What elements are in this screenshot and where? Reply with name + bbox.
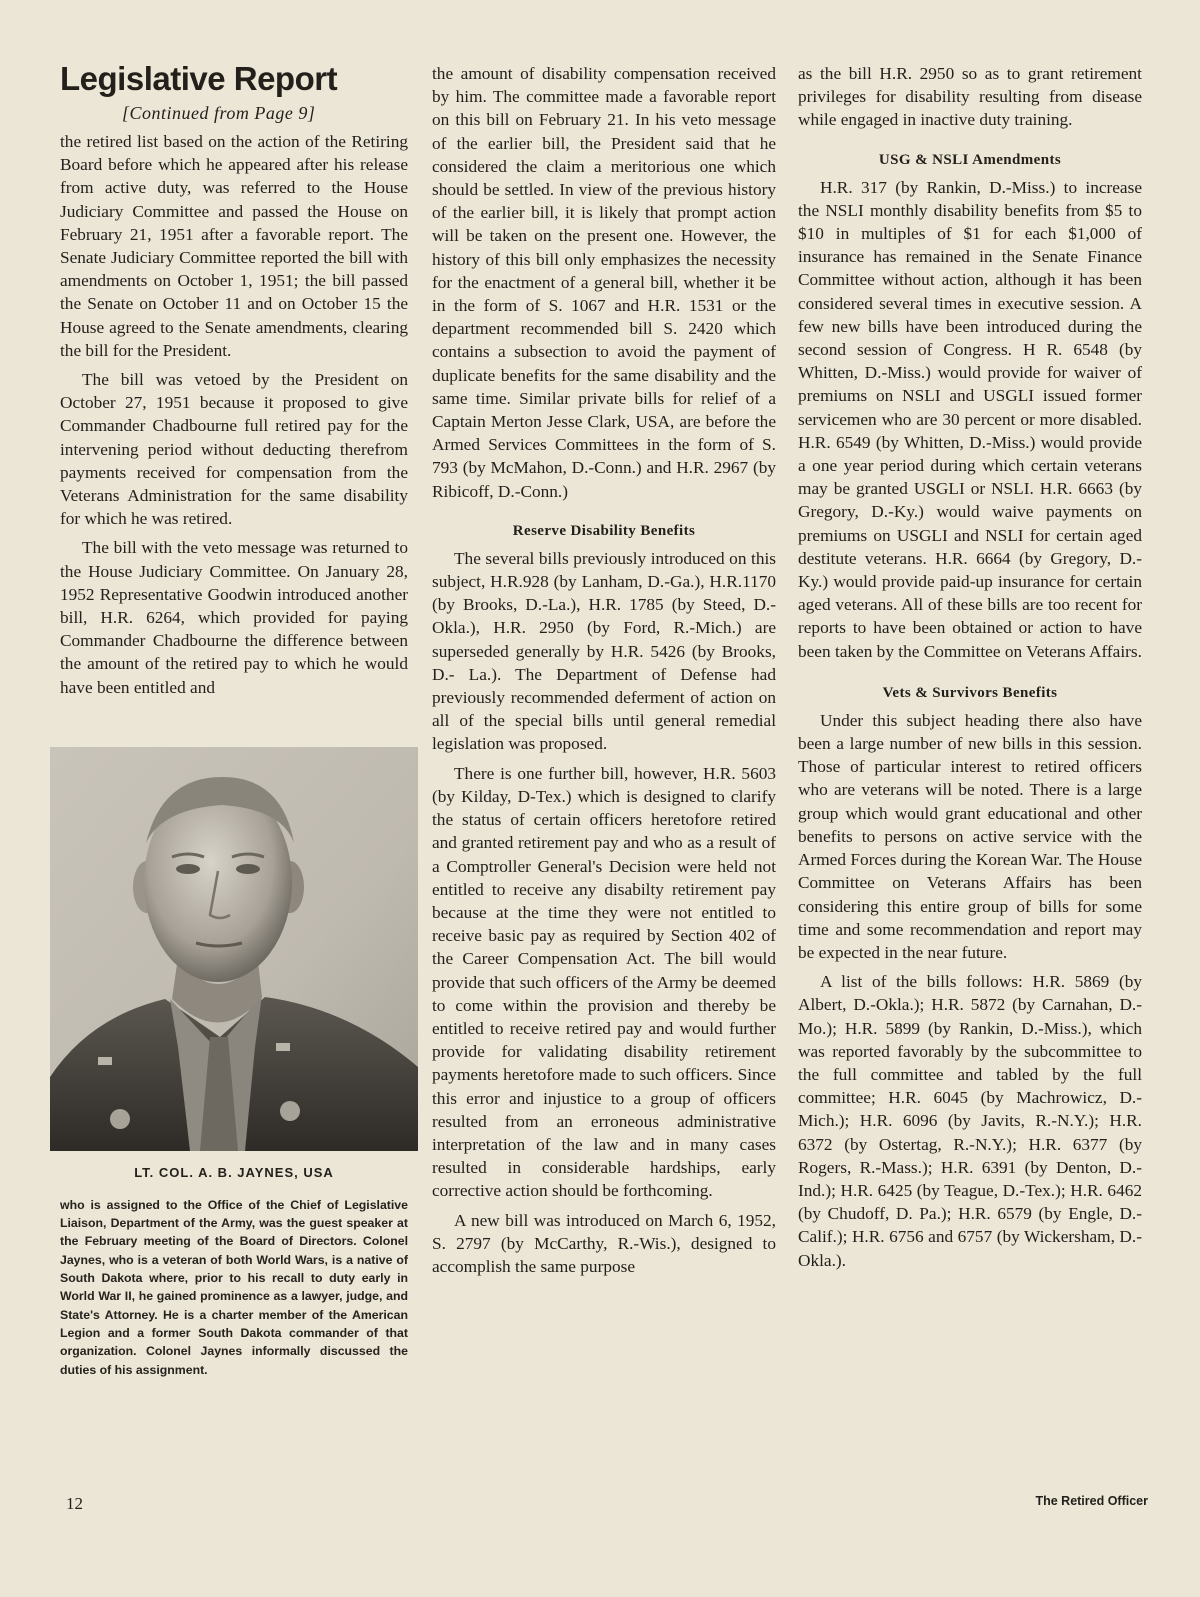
left-paragraph: The bill with the veto message was returned to the House Judiciary Committee. On January 28, 1952 Representative Goodwin introduced another bill, H.R. 6264, which provided for paying Commander Chadbourne the difference between the amount of the retired pay to which he would have been entitled and [60, 538, 408, 697]
middle-paragraph: A new bill was introduced on March 6, 1952, S. 2797 (by McCarthy, R.-Wis.), designed to accomplish the same purpose [432, 1210, 776, 1276]
page-number: 12 [66, 1494, 83, 1513]
portrait-illustration [50, 747, 418, 1151]
middle-paragraph: the amount of disability compensation received by him. The committee made a favorable report on this bill on February 21. In his veto message of the earlier bill, the President said that he considered the claim a meritorious one which should be settled. In view of the previous history of the earlier bill, it is likely that prompt action will be taken on the present one. However, the history of this bill only emphasizes the necessity for the enactment of a general bill, whether it be in the form of S. 1067 and H.R. 1531 or the department recommended bill S. 2420 which contains a subsection to avoid the payment of duplicate benefits for the same disability and the same time. Similar private bills for relief of a Captain Merton Jesse Clark, USA, are before the Armed Services Committees in the form of S. 793 (by McMahon, D.-Conn.) and H.R. 2967 (by Ribicoff, D.-Conn.) [432, 64, 776, 501]
photo-caption-name: LT. COL. A. B. JAYNES, USA [134, 1164, 334, 1180]
left-paragraph: The bill was vetoed by the President on October 27, 1951 because it proposed to give Commander Chadbourne full retired pay for the intervening period without deducting therefrom payments received for compensation from the Veterans Administration for the same disability for which he was retired. [60, 370, 408, 529]
portrait-photo [50, 747, 418, 1151]
publication-title: The Retired Officer [1035, 1494, 1148, 1508]
right-paragraph: Under this subject heading there also have been a large number of new bills in this session. Those of particular interest to retired officers who are veterans will be noted. There is a large group which would grant educational and other benefits to persons on active service with the Armed Forces during the Korean War. The House Committee on Veterans Affairs has been considering this entire group of bills for some time and some recommendation and report may be expected in the near future. [798, 710, 1142, 962]
middle-paragraph: There is one further bill, however, H.R. 5603 (by Kilday, D-Tex.) which is designed to clarify the status of certain officers heretofore retired and granted retirement pay and who as a result of a Comptroller General's Decision were held not entitled to receive any disabilty retirement pay because at the time they were not entitled to receive basic pay as required by Section 402 of the Career Compensation Act. The bill would provide that such officers of the Army be deemed to come within the provision and thereby be entitled to receive retired pay and would further provide for validating disability retirement payments heretofore made to such officers. Since this error and injustice to a group of officers resulted from an erroneous administrative interpretation of the law and in many cases resulted in considerable hardships, early corrective action should be forthcoming. [432, 763, 776, 1201]
photo-caption-body: who is assigned to the Office of the Chief of Legislative Liaison, Department of the Army, was the guest speaker at the February meeting of the Board of Directors. Colonel Jaynes, who is a veteran of both World Wars, is a native of South Dakota where, prior to his recall to duty early in World War II, he gained prominence as a lawyer, judge, and State's Attorney. He is a charter member of the American Legion and a former South Dakota commander of that organization. Colonel Jaynes informally discussed the duties of his assignment. [60, 1197, 408, 1377]
section-heading-reserve-disability: Reserve Disability Benefits [512, 522, 696, 539]
right-column [798, 62, 1142, 1272]
section-heading-vets-survivors: Vets & Survivors Benefits [882, 684, 1058, 701]
left-paragraph: the retired list based on the action of the Retiring Board before which he appeared after his release from active duty, was referred to the House Judiciary Committee and passed the House on February 21, 1951 after a favorable report. The Senate Judiciary Committee reported the bill with amendments on October 1, 1951; the bill passed the Senate on October 11 and on October 15 the House agreed to the Senate amendments, clearing the bill for the President. [60, 132, 408, 360]
right-paragraph: as the bill H.R. 2950 so as to grant retirement privileges for disability resulting from disease while engaged in inactive duty training. [798, 64, 1142, 130]
left-column [60, 56, 408, 1379]
middle-paragraph: The several bills previously introduced on this subject, H.R.928 (by Lanham, D.-Ga.), H.R.1170 (by Brooks, D.-La.), H.R. 1785 (by Steed, D.-Okla.), H.R. 2950 (by Ford, R.-Mich.) are superseded generally by H.R. 5426 (by Brooks, D.- La.). The Department of Defense had previously recommended deferment of action on all of the special bills until general remedial legislation was proposed. [432, 548, 776, 754]
right-paragraph: H.R. 317 (by Rankin, D.-Miss.) to increase the NSLI monthly disability benefits from $5 to $10 in multiples of $1 for each $1,000 of insurance has remained in the Senate Finance Committee without action, although it has been considered several times in executive session. A few new bills have been introduced during the second session of Congress. H R. 6548 (by Whitten, D.-Miss.) would provide for waiver of premiums on NSLI and USGLI issued former servicemen who are 30 percent or more disabled. H.R. 6549 (by Whitten, D.-Miss.) would provide a one year period during which certain veterans may be granted USGLI or NSLI. H.R. 6663 (by Gregory, D.-Ky.) would waive payments on premiums on USGLI and NSLI for certain aged destitute veterans. H.R. 6664 (by Gregory, D.-Ky.) would provide paid-up insurance for certain aged veterans. All of these bills are too recent for reports to have been obtained or action to have been taken by the Committee on Veterans Affairs. [798, 177, 1142, 661]
section-heading-usg-nsli: USG & NSLI Amendments [878, 151, 1062, 168]
continued-note: [Continued from Page 9] [122, 103, 316, 123]
page-title: Legislative Report [60, 60, 338, 97]
right-paragraph: A list of the bills follows: H.R. 5869 (by Albert, D.-Okla.); H.R. 5872 (by Carnahan, D.-Mo.); H.R. 5899 (by Rankin, D.-Miss.), which was reported favorably by the subcommittee to the full committee and tabled by the full committee; H.R. 6045 (by Machrowicz, D.-Mich.); H.R. 6096 (by Javits, R.-N.Y.); H.R. 6372 (by Ostertag, R.-N.Y.); H.R. 6377 (by Rogers, R.-Mass.); H.R. 6391 (by Denton, D.-Ind.); H.R. 6425 (by Teague, D.-Tex.); H.R. 6462 (by Chudoff, D. Pa.); H.R. 6579 (by Engle, D.-Calif.); H.R. 6756 and 6757 (by Wickersham, D.-Okla.). [798, 972, 1142, 1270]
middle-column [432, 62, 776, 1278]
